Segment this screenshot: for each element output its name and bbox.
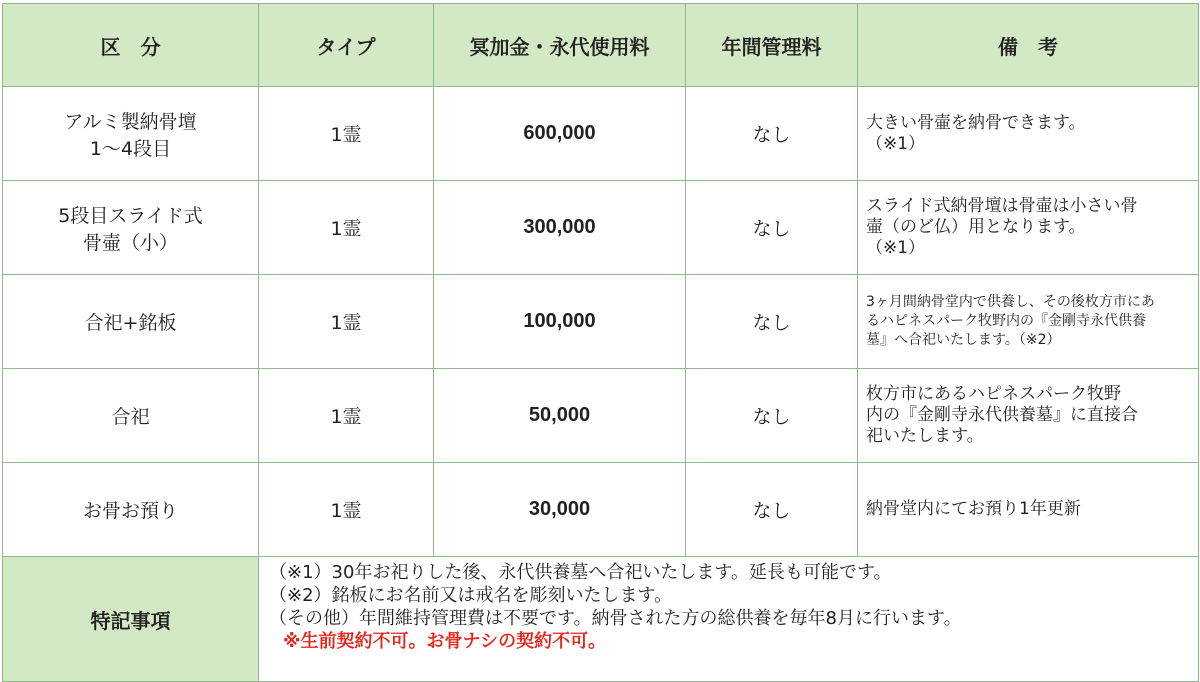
row-remarks: [858, 369, 1199, 463]
row-type: 1霊: [259, 275, 434, 369]
row-annual-fee: なし: [686, 181, 858, 275]
row-type: 1霊: [259, 87, 434, 181]
row-annual-fee: なし: [686, 369, 858, 463]
header-annual-fee: 年間管理料: [686, 4, 858, 87]
row-name-cell: [3, 275, 259, 369]
special-notes-row: [3, 557, 1199, 682]
table-row: [3, 87, 1199, 181]
row-name-cell: [3, 369, 259, 463]
row-fee: 300,000: [434, 181, 686, 275]
row-remarks: [858, 463, 1199, 557]
table-header-row: [3, 4, 1199, 87]
row-remarks: [858, 181, 1199, 275]
row-fee: 50,000: [434, 369, 686, 463]
special-notes-label: 特記事項: [3, 557, 259, 682]
header-kubun: 区 分: [3, 4, 259, 87]
row-type: 1霊: [259, 181, 434, 275]
remarks-line: スライド式納骨壇は骨壷は小さい骨: [866, 196, 1138, 217]
special-note-line: （その他）年間維持管理費は不要です。納骨された方の総供養を毎年8月に行います。: [269, 608, 962, 630]
remarks-line: 3ヶ月間納骨堂内で供養し、その後枚方市にあ: [866, 294, 1155, 311]
row-name-line2: 1～4段目: [89, 137, 172, 160]
row-name-line1: お骨お預り: [82, 500, 178, 522]
row-name-line1: 合祀: [111, 406, 150, 428]
contract-warning: ※生前契約不可。お骨ナシの契約不可。: [283, 631, 607, 653]
header-type: タイプ: [259, 4, 434, 87]
remarks-line: 内の『金剛寺永代供養墓』に直接合: [866, 405, 1138, 426]
remarks-line: （※1）: [866, 133, 926, 154]
row-type: 1霊: [259, 369, 434, 463]
remarks-line: 壷（のど仏）用となります。: [866, 217, 1086, 238]
row-remarks: [858, 87, 1199, 181]
price-table: [2, 3, 1199, 682]
row-name-cell: [3, 181, 259, 275]
row-name-line1: 合祀+銘板: [84, 312, 177, 334]
row-name-line1: 5段目スライド式: [58, 204, 203, 227]
remarks-line: 祀いたします。: [866, 425, 984, 446]
remarks-line: 納骨堂内にてお預り1年更新: [866, 499, 1081, 520]
row-fee: 600,000: [434, 87, 686, 181]
header-remarks: 備 考: [858, 4, 1199, 87]
row-type: 1霊: [259, 463, 434, 557]
row-fee: 100,000: [434, 275, 686, 369]
special-note-line: （※1）30年お祀りした後、永代供養墓へ合祀いたします。延長も可能です。: [269, 562, 892, 583]
table-row: [3, 275, 1199, 369]
price-table-container: [2, 3, 1198, 653]
row-annual-fee: なし: [686, 275, 858, 369]
remarks-line: （※1）: [866, 237, 926, 258]
row-name-line1: アルミ製納骨壇: [64, 110, 197, 133]
special-note-line: （※2）銘板にお名前又は戒名を彫刻いたします。: [269, 585, 673, 607]
row-remarks: [858, 275, 1199, 369]
special-notes-content: [259, 557, 1199, 682]
row-name-line2: 骨壷（小）: [82, 231, 178, 254]
table-row: [3, 463, 1199, 557]
table-row: [3, 181, 1199, 275]
row-annual-fee: なし: [686, 463, 858, 557]
remarks-line: 枚方市にあるハピネスパーク牧野: [866, 384, 1121, 405]
row-annual-fee: なし: [686, 87, 858, 181]
remarks-line: 大きい骨壷を納骨できます。: [866, 112, 1086, 133]
remarks-line: 墓』へ合祀いたします。（※2）: [866, 331, 1061, 348]
table-row: [3, 369, 1199, 463]
row-name-cell: [3, 463, 259, 557]
row-fee: 30,000: [434, 463, 686, 557]
remarks-line: るハピネスパーク牧野内の『金剛寺永代供養: [866, 313, 1146, 330]
header-fee: 冥加金・永代使用料: [434, 4, 686, 87]
row-name-cell: [3, 87, 259, 181]
